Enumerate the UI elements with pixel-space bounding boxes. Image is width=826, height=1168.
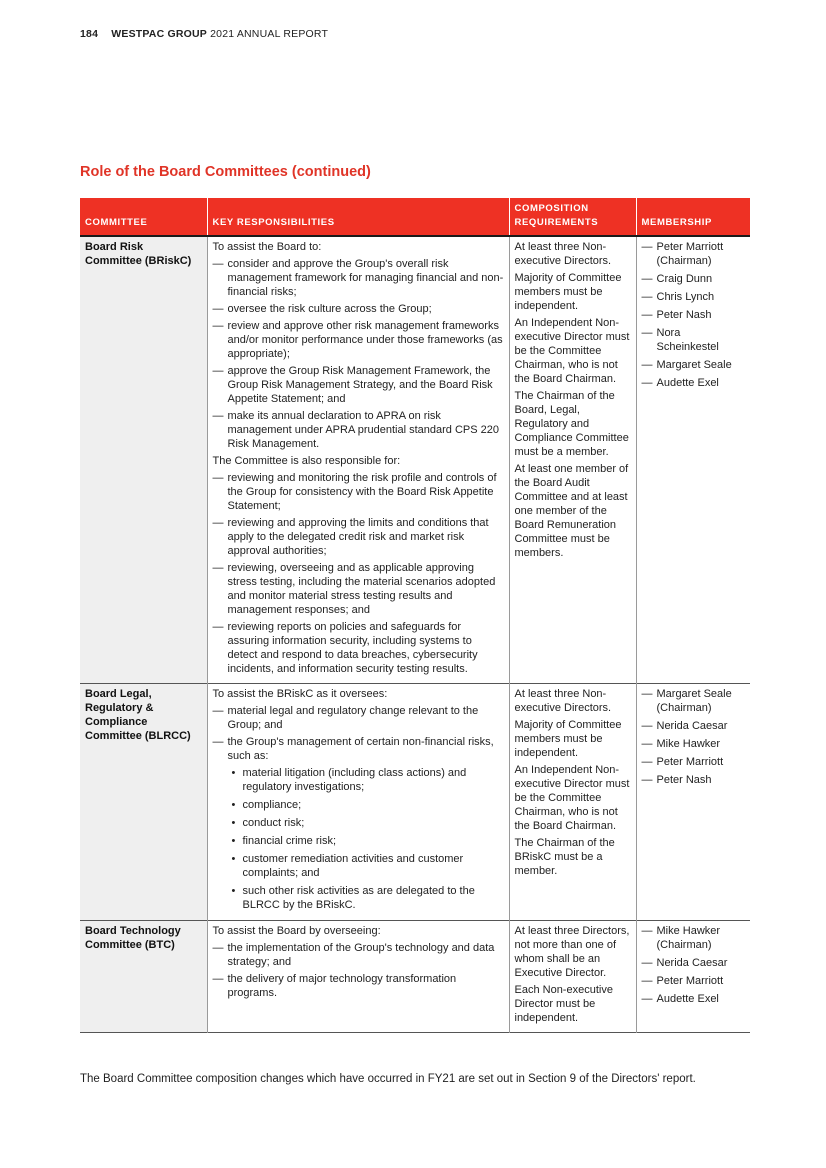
composition-item: An Independent Non-executive Director must be the Committee Chairman, who is not the Board Chairman.	[514, 764, 630, 832]
membership-cell	[636, 921, 750, 1033]
composition-cell	[509, 684, 636, 921]
table-row	[80, 921, 750, 1033]
sub-list-item: • compliance;	[228, 798, 504, 812]
member: — Mike Hawker	[642, 737, 746, 751]
member: — Audette Exel	[642, 376, 746, 390]
committees-table	[80, 198, 750, 1033]
member: — Peter Nash	[642, 308, 746, 322]
member: — Nerida Caesar	[642, 719, 746, 733]
member: — Peter Marriott	[642, 755, 746, 769]
footnote: The Board Committee composition changes which have occurred in FY21 are set out in Section 9 of the Directors' report.	[80, 1073, 696, 1085]
composition-item: Majority of Committee members must be independent.	[514, 272, 622, 312]
composition-item: At least one member of the Board Audit Committee and at least one member of the Board Remuneration Committee must be members.	[514, 463, 629, 559]
composition-item: At least three Non-executive Directors.	[514, 688, 612, 714]
list-item: — the implementation of the Group's technology and data strategy; and	[213, 941, 504, 969]
membership-cell	[636, 684, 750, 921]
member: — Peter Marriott	[642, 974, 746, 988]
composition-item: The Chairman of the BRiskC must be a member.	[514, 837, 615, 877]
page-number: 184	[80, 28, 99, 40]
column-header-composition: COMPOSITION REQUIREMENTS	[509, 198, 636, 236]
member: — Margaret Seale (Chairman)	[642, 687, 746, 715]
member: — Peter Marriott (Chairman)	[642, 240, 746, 268]
list-item: — make its annual declaration to APRA on risk management under APRA prudential standard CPS 220 Risk Management.	[213, 409, 504, 451]
column-header-membership: MEMBERSHIP	[636, 198, 750, 236]
member: — Nerida Caesar	[642, 956, 746, 970]
sub-list	[228, 766, 504, 912]
table-row	[80, 236, 750, 684]
member: — Mike Hawker (Chairman)	[642, 924, 746, 952]
sub-list-item: • such other risk activities as are delegated to the BLRCC by the BRiskC.	[228, 884, 504, 912]
composition-item: At least three Directors, not more than one of whom shall be an Executive Director.	[514, 925, 630, 979]
page-header	[80, 28, 328, 40]
list-item	[213, 735, 504, 912]
committee-name: Board Legal, Regulatory & Compliance Committee (BLRCC)	[80, 684, 207, 921]
member-list	[642, 687, 746, 787]
composition-item: Majority of Committee members must be independent.	[514, 719, 622, 759]
section-title: Role of the Board Committees (continued)	[80, 164, 371, 180]
list-item: — consider and approve the Group's overall risk management framework for managing financial and non-financial risks;	[213, 257, 504, 299]
sub-list-item: • customer remediation activities and customer complaints; and	[228, 852, 504, 880]
composition-item: Each Non-executive Director must be independent.	[514, 984, 613, 1024]
list-item: — the delivery of major technology transformation programs.	[213, 972, 504, 1000]
list-item: — reviewing and monitoring the risk profile and controls of the Group for consistency with the Board Risk Appetite Statement;	[213, 471, 504, 513]
sub-list-item: • conduct risk;	[228, 816, 504, 830]
responsibilities-cell	[207, 236, 509, 684]
column-header-committee: COMMITTEE	[80, 198, 207, 236]
responsibilities-list	[213, 704, 504, 912]
composition-item: At least three Non-executive Directors.	[514, 241, 612, 267]
list-item-text: the Group's management of certain non-financial risks, such as:	[227, 736, 494, 762]
list-item: — material legal and regulatory change relevant to the Group; and	[213, 704, 504, 732]
responsibilities-intro: To assist the BRiskC as it oversees:	[212, 688, 388, 700]
list-item: — approve the Group Risk Management Framework, the Group Risk Management Strategy, and the Board Risk Appetite Statement; and	[213, 364, 504, 406]
responsibilities-list	[213, 941, 504, 1000]
list-item: — review and approve other risk management frameworks and/or monitor performance under those frameworks (as appropriate);	[213, 319, 504, 361]
composition-item: An Independent Non-executive Director must be the Committee Chairman, who is not the Board Chairman.	[514, 317, 630, 385]
sub-list-item: • material litigation (including class actions) and regulatory investigations;	[228, 766, 504, 794]
composition-cell	[509, 236, 636, 684]
table-row	[80, 684, 750, 921]
list-item: — oversee the risk culture across the Group;	[213, 302, 504, 316]
member: — Craig Dunn	[642, 272, 746, 286]
sub-list-item: • financial crime risk;	[228, 834, 504, 848]
list-item: — reviewing reports on policies and safeguards for assuring information security, including systems to detect and respond to data breaches, cybersecurity incidents, and information security testing results.	[213, 620, 504, 676]
responsibilities-cell	[207, 684, 509, 921]
list-item: — reviewing and approving the limits and conditions that apply to the delegated credit risk and market risk approval authorities;	[213, 516, 504, 558]
table-header-row	[80, 198, 750, 236]
committee-name: Board Risk Committee (BRiskC)	[80, 236, 207, 684]
member: — Audette Exel	[642, 992, 746, 1006]
composition-item: The Chairman of the Board, Legal, Regulatory and Compliance Committee must be a member.	[514, 390, 629, 458]
company-name: WESTPAC GROUP	[111, 28, 207, 40]
column-header-responsibilities: KEY RESPONSIBILITIES	[207, 198, 509, 236]
member: — Margaret Seale	[642, 358, 746, 372]
responsibilities-list	[213, 257, 504, 451]
member: — Chris Lynch	[642, 290, 746, 304]
responsibilities-intro: To assist the Board by overseeing:	[212, 925, 381, 937]
membership-cell	[636, 236, 750, 684]
member: — Nora Scheinkestel	[642, 326, 746, 354]
responsibilities-intro: To assist the Board to:	[212, 241, 322, 253]
composition-cell	[509, 921, 636, 1033]
member-list	[642, 240, 746, 390]
member-list	[642, 924, 746, 1006]
report-name: 2021 ANNUAL REPORT	[210, 28, 329, 40]
list-item: — reviewing, overseeing and as applicable approving stress testing, including the material scenarios adopted and monitor material stress testing results and management responses; and	[213, 561, 504, 617]
responsibilities-cell	[207, 921, 509, 1033]
responsibilities-list-2	[213, 471, 504, 676]
member: — Peter Nash	[642, 773, 746, 787]
committee-name: Board Technology Committee (BTC)	[80, 921, 207, 1033]
responsibilities-intro-2: The Committee is also responsible for:	[212, 455, 401, 467]
